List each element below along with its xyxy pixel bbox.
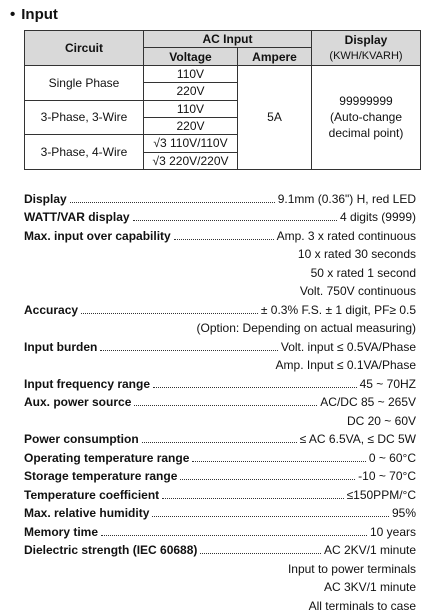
circuit-header: Circuit [25, 31, 144, 66]
spec-row [24, 392, 416, 411]
spec-row [24, 373, 416, 392]
spec-value: 9.1mm (0.36") H, red LED [277, 191, 416, 206]
spec-row [24, 225, 416, 244]
spec-label: Power consumption [24, 432, 139, 446]
spec-row-continued [24, 244, 416, 263]
ampere-cell: 5A [238, 65, 312, 169]
spec-value: Amp. 3 x rated continuous [276, 228, 416, 243]
spec-label: Max. input over capability [24, 228, 171, 243]
voltage-cell [144, 135, 238, 152]
voltage-cell: 220V [144, 83, 238, 100]
dot-leader [162, 497, 343, 499]
spec-row [24, 521, 416, 540]
dot-leader [153, 386, 357, 388]
spec-value: Input to power terminals [287, 561, 416, 576]
spec-label: Accuracy [24, 302, 79, 317]
ampere-header: Ampere [238, 48, 312, 65]
dot-leader [100, 349, 278, 351]
spec-label: Input burden [24, 339, 98, 354]
spec-row-continued [24, 318, 416, 337]
dot-leader [81, 312, 258, 314]
ac-input-header: AC Input [144, 31, 312, 48]
spec-value: Volt. input ≤ 0.5VA/Phase [280, 339, 416, 354]
voltage-cell: 110V [144, 100, 238, 117]
spec-row [24, 466, 416, 485]
spec-row [24, 503, 416, 522]
spec-value: ± 0.3% F.S. ± 1 digit, PF≥ 0.5 [260, 302, 416, 317]
display-header-sub: (KWH/KVARH) [329, 49, 403, 62]
spec-row [24, 540, 416, 559]
spec-row-continued [24, 355, 416, 374]
dot-leader [142, 441, 297, 443]
dot-leader [134, 404, 317, 406]
sqrt3-symbol: √3 [152, 153, 166, 168]
voltage-text: 110V/110V [170, 136, 228, 151]
display-note-1: (Auto-change [329, 110, 403, 125]
circuit-cell: Single Phase [25, 65, 144, 100]
spec-value: 10 years [369, 524, 416, 539]
display-note-2: decimal point) [328, 126, 404, 141]
spec-row-continued [24, 281, 416, 300]
bullet-icon: • [10, 6, 16, 23]
spec-value: DC 20 ~ 60V [346, 413, 416, 428]
spec-value: -10 ~ 70°C [358, 469, 416, 483]
spec-value: 4 digits (9999) [339, 210, 416, 224]
spec-row [24, 188, 416, 207]
display-header [312, 31, 421, 66]
voltage-cell: 220V [144, 117, 238, 134]
display-header-title: Display [344, 32, 388, 47]
sqrt3-symbol: √3 [153, 136, 167, 151]
voltage-header: Voltage [144, 48, 238, 65]
dot-leader [200, 552, 321, 554]
spec-value: (Option: Depending on actual measuring) [196, 321, 416, 335]
spec-label: Aux. power source [24, 395, 132, 409]
dot-leader [70, 201, 275, 203]
display-value-cell [312, 65, 421, 169]
section-title [10, 6, 58, 23]
spec-row-continued [24, 410, 416, 429]
spec-value: 95% [391, 506, 416, 520]
dot-leader [152, 515, 389, 517]
circuit-cell: 3-Phase, 4-Wire [25, 135, 144, 170]
spec-value: AC/DC 85 ~ 265V [320, 395, 416, 409]
input-spec-table [24, 30, 421, 170]
spec-value: All terminals to case [308, 598, 416, 613]
dot-leader [192, 460, 365, 462]
spec-value: 45 ~ 70HZ [359, 376, 416, 391]
spec-row [24, 484, 416, 503]
spec-list [24, 188, 416, 614]
spec-value: ≤150PPM/°C [346, 487, 416, 502]
spec-label: WATT/VAR display [24, 210, 130, 224]
spec-row [24, 447, 416, 466]
spec-row-continued [24, 577, 416, 596]
dot-leader [174, 238, 274, 240]
spec-value: 10 x rated 30 seconds [297, 247, 416, 261]
dot-leader [180, 478, 355, 480]
spec-row-continued [24, 558, 416, 577]
section-title-text: Input [21, 6, 58, 23]
dot-leader [101, 534, 367, 536]
spec-row [24, 429, 416, 448]
circuit-cell: 3-Phase, 3-Wire [25, 100, 144, 135]
spec-row [24, 336, 416, 355]
spec-value: Amp. Input ≤ 0.1VA/Phase [275, 358, 416, 372]
voltage-cell: 110V [144, 65, 238, 82]
dot-leader [133, 219, 337, 221]
spec-label: Input frequency range [24, 376, 151, 391]
spec-row [24, 207, 416, 226]
spec-value: 0 ~ 60°C [368, 450, 416, 465]
spec-label: Display [24, 191, 67, 206]
voltage-cell [144, 152, 238, 169]
spec-row-continued [24, 262, 416, 281]
spec-value: AC 3KV/1 minute [323, 580, 416, 594]
spec-label: Memory time [24, 524, 99, 539]
spec-label: Max. relative humidity [24, 506, 150, 520]
spec-label: Temperature coefficient [24, 487, 160, 502]
spec-value: Volt. 750V continuous [299, 284, 416, 298]
spec-value: 50 x rated 1 second [310, 265, 416, 280]
spec-value: ≤ AC 6.5VA, ≤ DC 5W [299, 432, 416, 446]
spec-label: Storage temperature range [24, 469, 178, 483]
spec-row [24, 299, 416, 318]
spec-label: Operating temperature range [24, 450, 190, 465]
voltage-text: 220V/220V [169, 153, 229, 168]
display-value: 99999999 [339, 94, 393, 109]
spec-label: Dielectric strength (IEC 60688) [24, 543, 198, 557]
spec-value: AC 2KV/1 minute [323, 543, 416, 557]
